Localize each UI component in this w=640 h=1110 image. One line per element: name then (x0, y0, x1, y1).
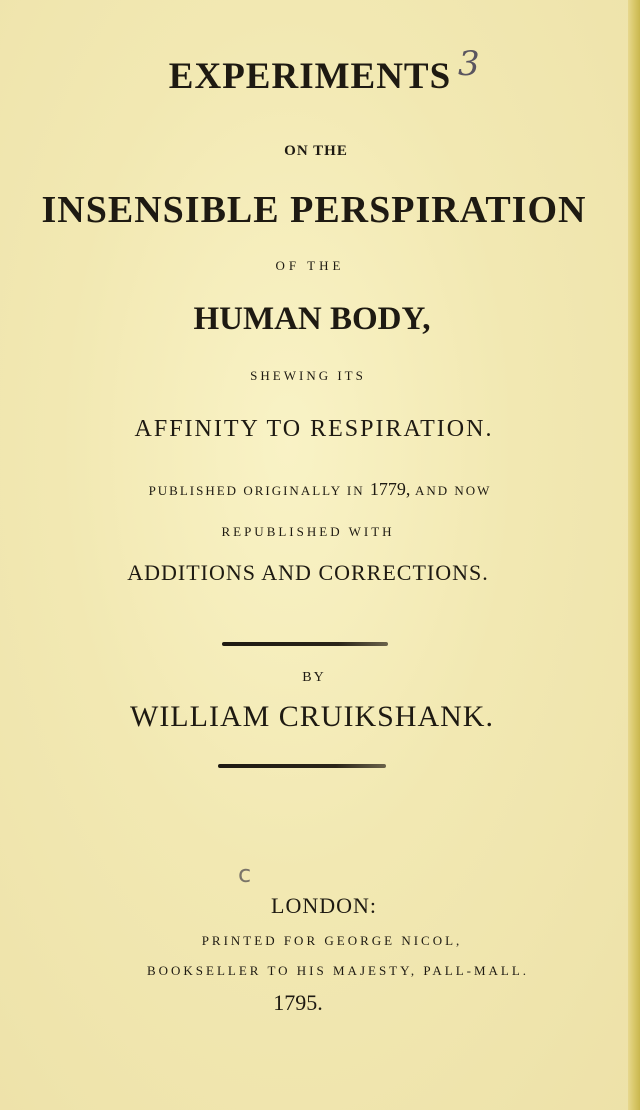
book-title: EXPERIMENTS (168, 56, 452, 97)
shewing-line: SHEWING ITS (250, 368, 366, 383)
imprint-printer: PRINTED FOR GEORGE NICOL, (201, 933, 463, 948)
imprint-place: LONDON: (271, 893, 377, 918)
publication-note-start: PUBLISHED ORIGINALLY IN (148, 483, 365, 498)
human-body-heading: HUMAN BODY, (193, 301, 431, 337)
on-the-line: ON THE (284, 143, 348, 159)
publication-note-line-2: REPUBLISHED WITH (221, 524, 395, 539)
publication-note-end: AND NOW (414, 483, 492, 498)
of-the-line: OF THE (275, 258, 345, 273)
publication-note-line-1 (0, 479, 640, 500)
subject-heading: INSENSIBLE PERSPIRATION (41, 189, 587, 231)
additions-line: ADDITIONS AND CORRECTIONS. (127, 560, 489, 585)
imprint-year: 1795. (273, 990, 323, 1015)
author-name: WILLIAM CRUIKSHANK. (130, 700, 494, 733)
imprint-bookseller: BOOKSELLER TO HIS MAJESTY, PALL-MALL. (146, 963, 530, 978)
by-line: BY (302, 670, 326, 685)
affinity-heading: AFFINITY TO RESPIRATION. (134, 416, 494, 442)
publication-year: 1779, (369, 479, 411, 499)
rule-bottom (218, 764, 386, 768)
rule-top (222, 642, 388, 646)
pencil-annotation: 3 (458, 44, 480, 84)
library-mark: c (238, 860, 252, 888)
